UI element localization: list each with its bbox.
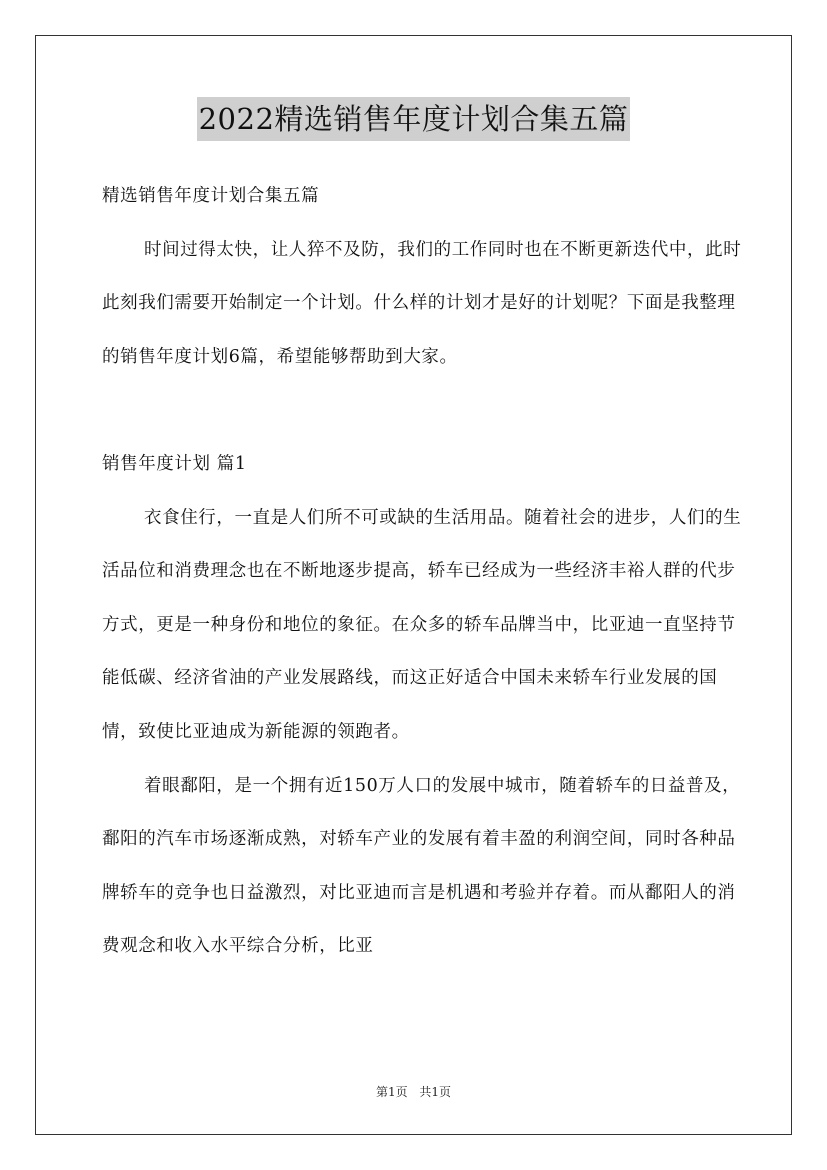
page-number-current: 第1页 [375, 1085, 408, 1099]
section-heading: 销售年度计划 篇1 [102, 453, 247, 474]
body-paragraph-1: 衣食住行，一直是人们所不可或缺的生活用品。随着社会的进步，人们的生活品位和消费理念也在不断地逐步提高，轿车已经成为一些经济丰裕人群的代步方式，更是一种身份和地位的象征。在众多的轿车品牌当中，比亚迪一直坚持节能低碳、经济省油的产业发展路线，而这正好适合中国未来轿车行业发展的国情，致使比亚迪成为新能源的领跑者。 [102, 507, 742, 742]
document-subtitle: 精选销售年度计划合集五篇 [102, 186, 320, 206]
document-title-container [0, 97, 827, 141]
body-paragraph-2: 着眼鄱阳，是一个拥有近150万人口的发展中城市，随着轿车的日益普及，鄱阳的汽车市场逐渐成熟，对轿车产业的发展有着丰盈的利润空间，同时各种品牌轿车的竞争也日益激烈，对比亚迪而言是机遇和考验并存着。而从鄱阳人的消费观念和收入水平综合分析，比亚 [102, 775, 741, 957]
document-title: 2022精选销售年度计划合集五篇 [197, 97, 631, 141]
page-footer [0, 1083, 827, 1100]
page-number-total: 共1页 [419, 1085, 452, 1099]
document-body [102, 170, 742, 974]
paragraph-gap [102, 384, 742, 438]
intro-paragraph: 时间过得太快，让人猝不及防，我们的工作同时也在不断更新迭代中，此时此刻我们需要开始制定一个计划。什么样的计划才是好的计划呢？下面是我整理的销售年度计划6篇，希望能够帮助到大家。 [102, 239, 742, 367]
